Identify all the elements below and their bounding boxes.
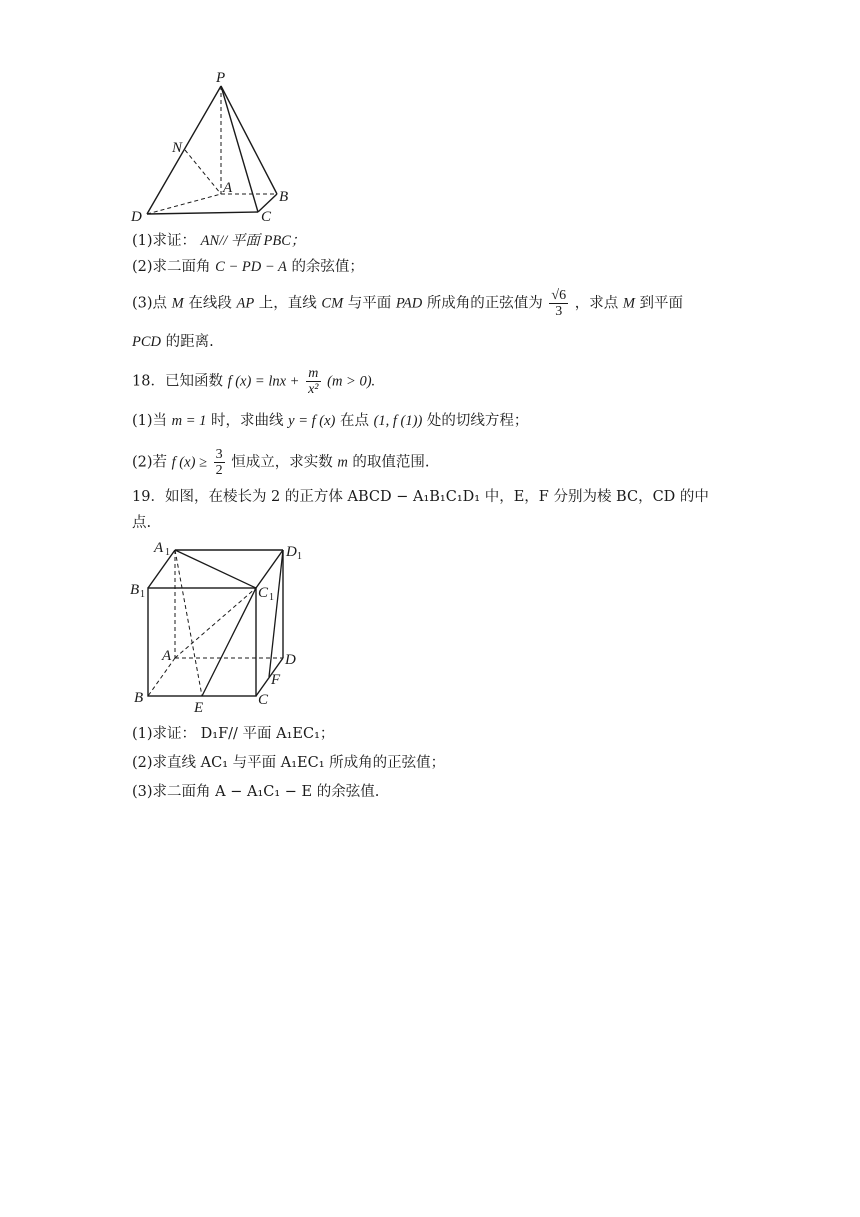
label-P: P [216,70,226,86]
label-C1: C [258,585,269,601]
label-A: A [162,648,172,664]
q18-intro: 18．已知函数 f (x) = lnx + $\frac{m}{\text{x²}}$ (m > 0). [132,366,376,397]
cube-figure [128,540,318,715]
q18-part2: (2)若 f (x) ≥ $\frac{3}{2}$ 恒成立，求实数 m 的取值范围. [132,447,430,478]
label-C: C [261,209,272,225]
svg-text:1: 1 [140,589,145,600]
label-A: A [223,180,233,196]
sqrt6-over-3-fraction: $\frac{√6}{3}$ [551,288,567,319]
q17-part3-line2: PCD 的距离. [132,334,214,350]
label-B1: B [130,582,140,598]
three-halves-fraction: $\frac{3}{2}$ [215,447,223,478]
q18-part1: (1)当 m = 1 时，求曲线 y = f (x) 在点 (1, f (1)) 处的切线方程； [132,413,529,429]
label-D1: D [286,544,297,560]
svg-text:1: 1 [297,551,302,562]
label-C: C [258,692,269,708]
label-D: D [131,209,142,225]
label-F: F [271,672,281,688]
m-over-x2-fraction: $\frac{m}{\text{x²}}$ [308,366,319,397]
q17-part3-line1: (3)点 M 在线段 AP 上，直线 CM 与平面 PAD 所成角的正弦值为 $\frac{√6}{3}$ ，求点 M 到平面 [132,288,684,319]
q19-part2: (2)求直线 AC₁ 与平面 A₁EC₁ 所成角的正弦值； [132,755,446,771]
label-A1: A [154,540,164,556]
pyramid-figure [125,68,305,228]
label-D: D [285,652,296,668]
label-B: B [279,189,289,205]
q17-part2: (2)求二面角 C − PD − A 的余弦值； [132,259,364,275]
q19-part1: (1)求证： D₁F// 平面 A₁EC₁； [132,726,335,742]
q17-part1: (1)求证： AN// 平面 PBC； [132,233,306,249]
q19-part3: (3)求二面角 A − A₁C₁ − E 的余弦值. [132,784,380,800]
q19-intro: 19．如图，在棱长为 2 的正方体 ABCD − A₁B₁C₁D₁ 中，E，F 分别为棱 BC，CD 的中 点. [132,489,709,531]
label-B: B [134,690,144,706]
label-N: N [172,140,183,156]
label-E: E [194,700,204,716]
svg-text:1: 1 [165,547,170,558]
svg-text:1: 1 [269,592,274,603]
